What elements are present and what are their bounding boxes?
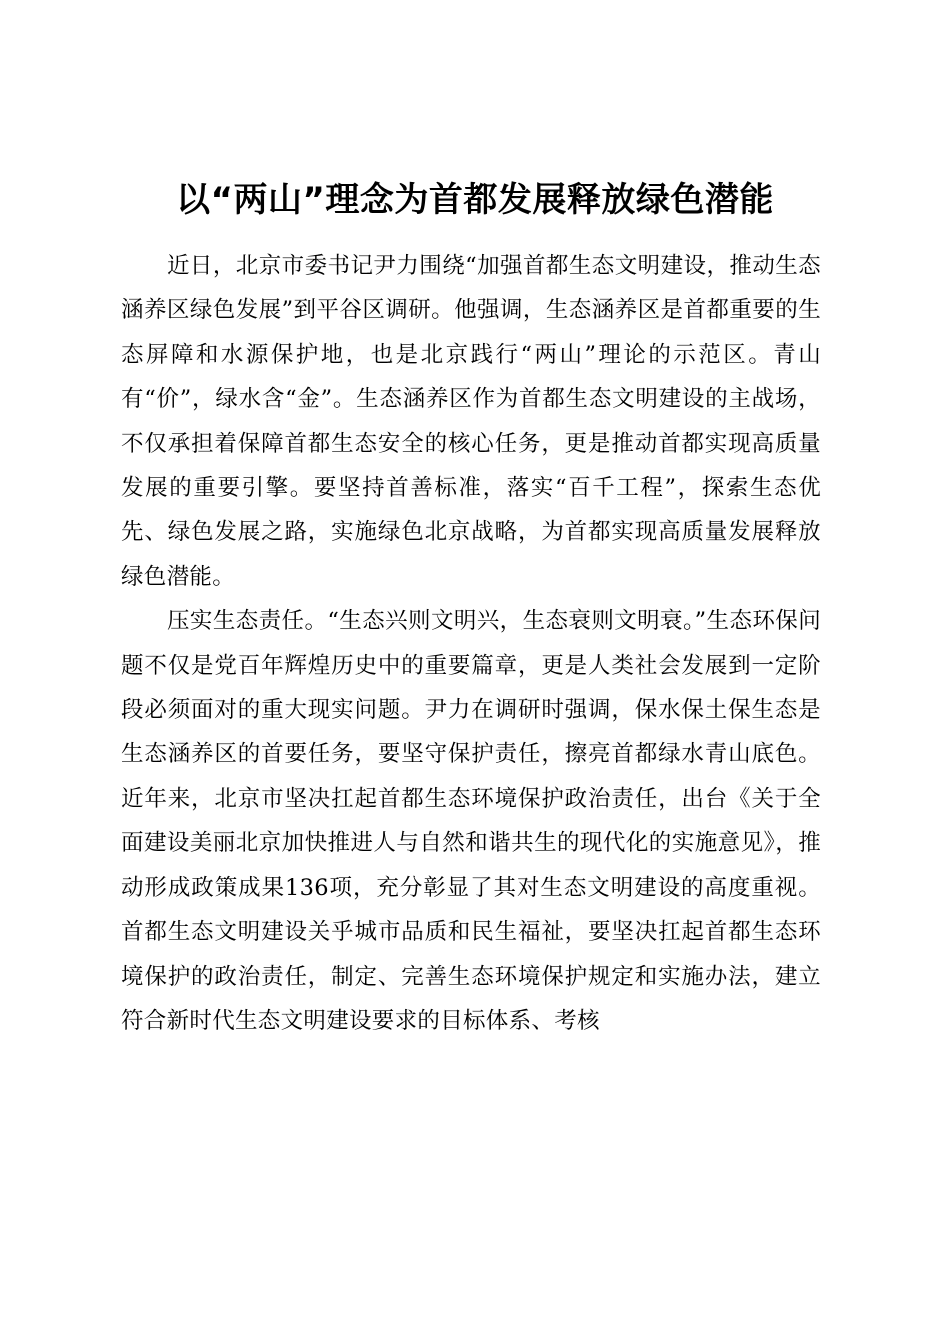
document-title: 以“两山”理念为首都发展释放绿色潜能 [176, 180, 774, 220]
paragraph-1: 近日，北京市委书记尹力围绕“加强首都生态文明建设，推动生态涵养区绿色发展”到平谷区调研。他强调，生态涵养区是首都重要的生态屏障和水源保护地，也是北京践行“两山”理论的示范区。青山有“价”，绿水含“金”。生态涵养区作为首都生态文明建设的主战场，不仅承担着保障首都生态安全的核心任务，更是推动首都实现高质量发展的重要引擎。要坚持首善标准，落实“百千工程”，探索生态优先、绿色发展之路，实施绿色北京战略，为首都实现高质量发展释放绿色潜能。 [121, 253, 821, 590]
paragraph-2: 压实生态责任。“生态兴则文明兴，生态衰则文明衰。”生态环保问题不仅是党百年辉煌历史中的重要篇章，更是人类社会发展到一定阶段必须面对的重大现实问题。尹力在调研时强调，保水保土保生态是生态涵养区的首要任务，要坚守保护责任，擦亮首都绿水青山底色。近年来，北京市坚决扛起首都生态环境保护政治责任，出台《关于全面建设美丽北京加快推进人与自然和谐共生的现代化的实施意见》，推动形成政策成果136项，充分彰显了其对生态文明建设的高度重视。首都生态文明建设关乎城市品质和民生福祉，要坚决扛起首都生态环境保护的政治责任，制定、完善生态环境保护规定和实施办法，建立符合新时代生态文明建设要求的目标体系、考核 [121, 608, 821, 1034]
document-body [121, 244, 821, 1043]
